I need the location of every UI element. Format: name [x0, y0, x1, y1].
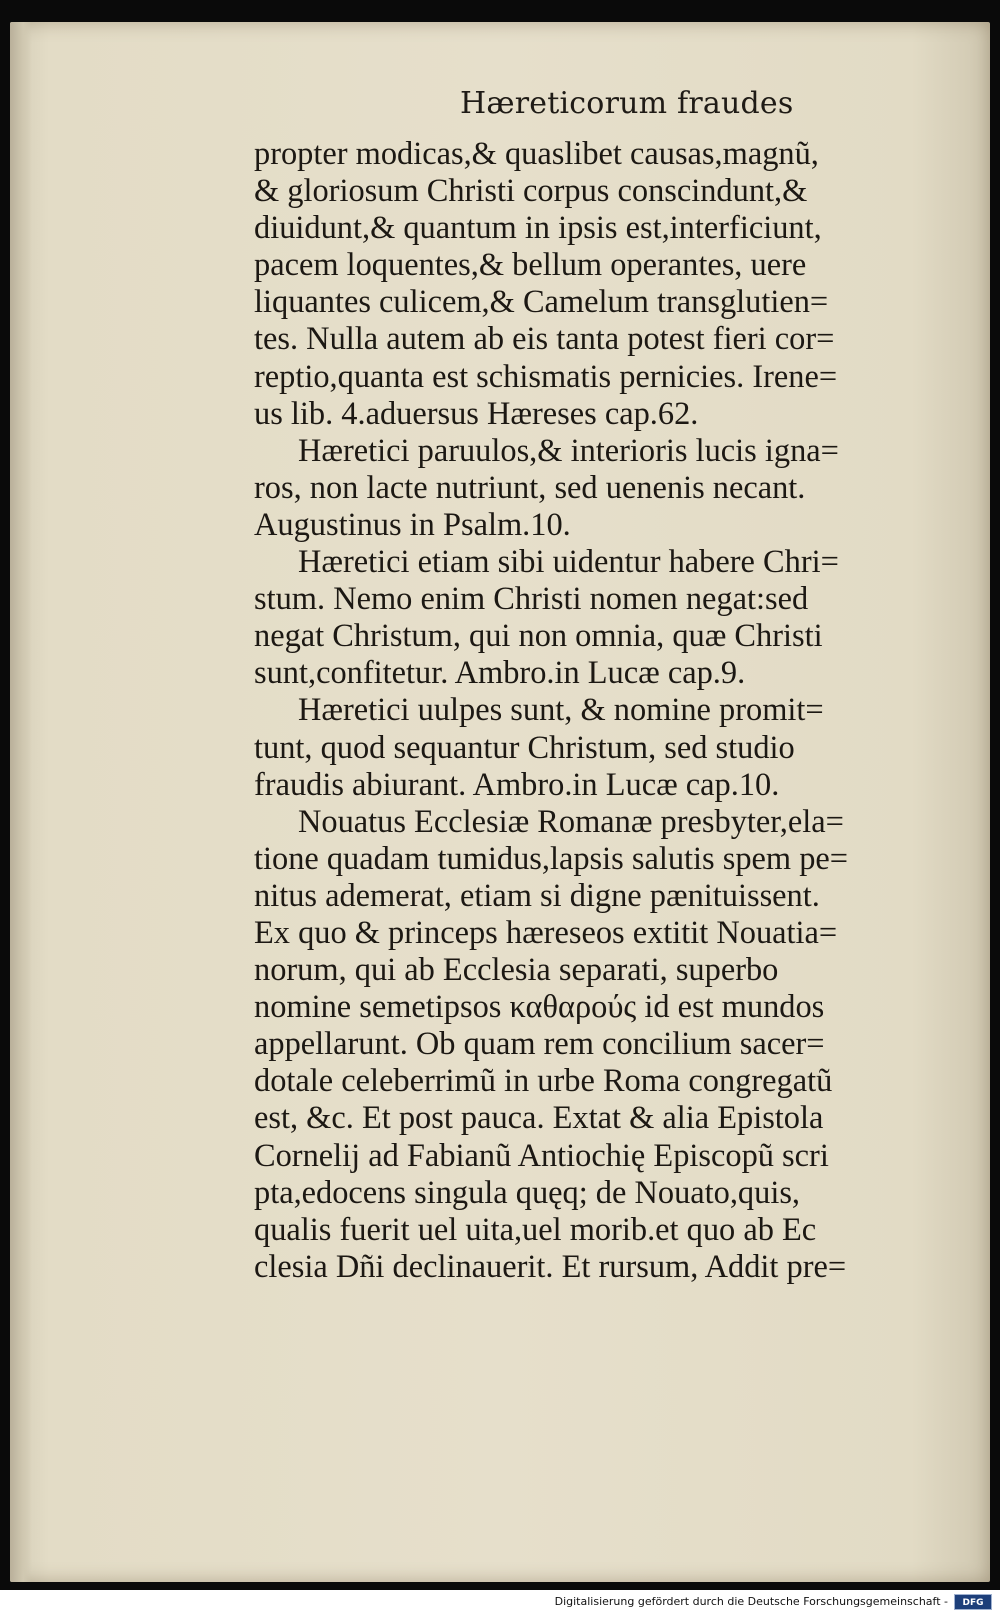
text-line: Ex quo & princeps hæreseos extitit Nouatia= — [254, 914, 838, 951]
text-line: clesia Dñi declinauerit. Et rursum, Addit pre= — [254, 1248, 847, 1285]
digitization-credit: Digitalisierung gefördert durch die Deutsche Forschungsgemeinschaft - — [554, 1595, 948, 1608]
text-line: fraudis abiurant. Ambro.in Lucæ cap.10. — [254, 766, 780, 803]
text-line: Augustinus in Psalm.10. — [254, 506, 571, 543]
text-line: Hæretici uulpes sunt, & nomine promit= — [298, 692, 824, 729]
text-line: tione quadam tumidus,lapsis salutis spem pe= — [254, 840, 849, 877]
text-line: pacem loquentes,& bellum operantes, uere — [254, 247, 807, 284]
text-line: & gloriosum Christi corpus conscindunt,& — [254, 173, 808, 210]
text-line: ros, non lacte nutriunt, sed uenenis necant. — [254, 469, 806, 506]
text-line: negat Christum, qui non omnia, quæ Christi — [254, 618, 823, 655]
text-line: pta,edocens singula quęq; de Nouato,quis, — [254, 1174, 801, 1211]
text-line: diuidunt,& quantum in ipsis est,interficiunt, — [254, 210, 822, 247]
page-binding-edge — [10, 22, 32, 1582]
book-page — [10, 22, 990, 1582]
paragraph — [254, 544, 964, 692]
text-line: us lib. 4.aduersus Hæreses cap.62. — [254, 395, 699, 432]
page-body-text — [254, 136, 964, 1286]
text-line: stum. Nemo enim Christi nomen negat:sed — [254, 581, 809, 618]
text-line: reptio,quanta est schismatis pernicies. Irene= — [254, 358, 838, 395]
text-line: propter modicas,& quaslibet causas,magnũ, — [254, 136, 819, 172]
text-line: Nouatus Ecclesiæ Romanæ presbyter,ela= — [298, 803, 844, 840]
paragraph — [254, 433, 964, 544]
text-line: nitus ademerat, etiam si digne pænituissent. — [254, 877, 820, 914]
text-line: appellarunt. Ob quam rem concilium sacer= — [254, 1026, 825, 1063]
text-line: liquantes culicem,& Camelum transglutien= — [254, 284, 829, 321]
text-line: tes. Nulla autem ab eis tanta potest fieri cor= — [254, 321, 835, 358]
digitization-footer — [0, 1590, 1000, 1615]
paragraph — [254, 136, 964, 433]
text-line: tunt, quod sequantur Christum, sed studio — [254, 729, 795, 766]
text-line: nomine semetipsos καθαρούς id est mundos — [254, 989, 825, 1026]
running-head: Hæreticorum fraudes — [460, 86, 794, 121]
text-line: sunt,confitetur. Ambro.in Lucæ cap.9. — [254, 655, 746, 692]
text-line: Cornelij ad Fabianũ Antiochię Episcopũ scri — [254, 1137, 829, 1174]
text-line: norum, qui ab Ecclesia separati, superbo — [254, 952, 779, 989]
paragraph — [254, 692, 964, 803]
paragraph — [254, 804, 964, 1286]
text-line: Hæretici paruulos,& interioris lucis igna= — [298, 432, 839, 469]
text-line: Hæretici etiam sibi uidentur habere Chri= — [298, 544, 839, 581]
text-line: dotale celeberrimũ in urbe Roma congregatũ — [254, 1063, 833, 1100]
text-line: est, &c. Et post pauca. Extat & alia Epistola — [254, 1100, 824, 1137]
dfg-logo: DFG — [954, 1594, 992, 1610]
text-line: qualis fuerit uel uita,uel morib.et quo ab Ec — [254, 1211, 817, 1248]
